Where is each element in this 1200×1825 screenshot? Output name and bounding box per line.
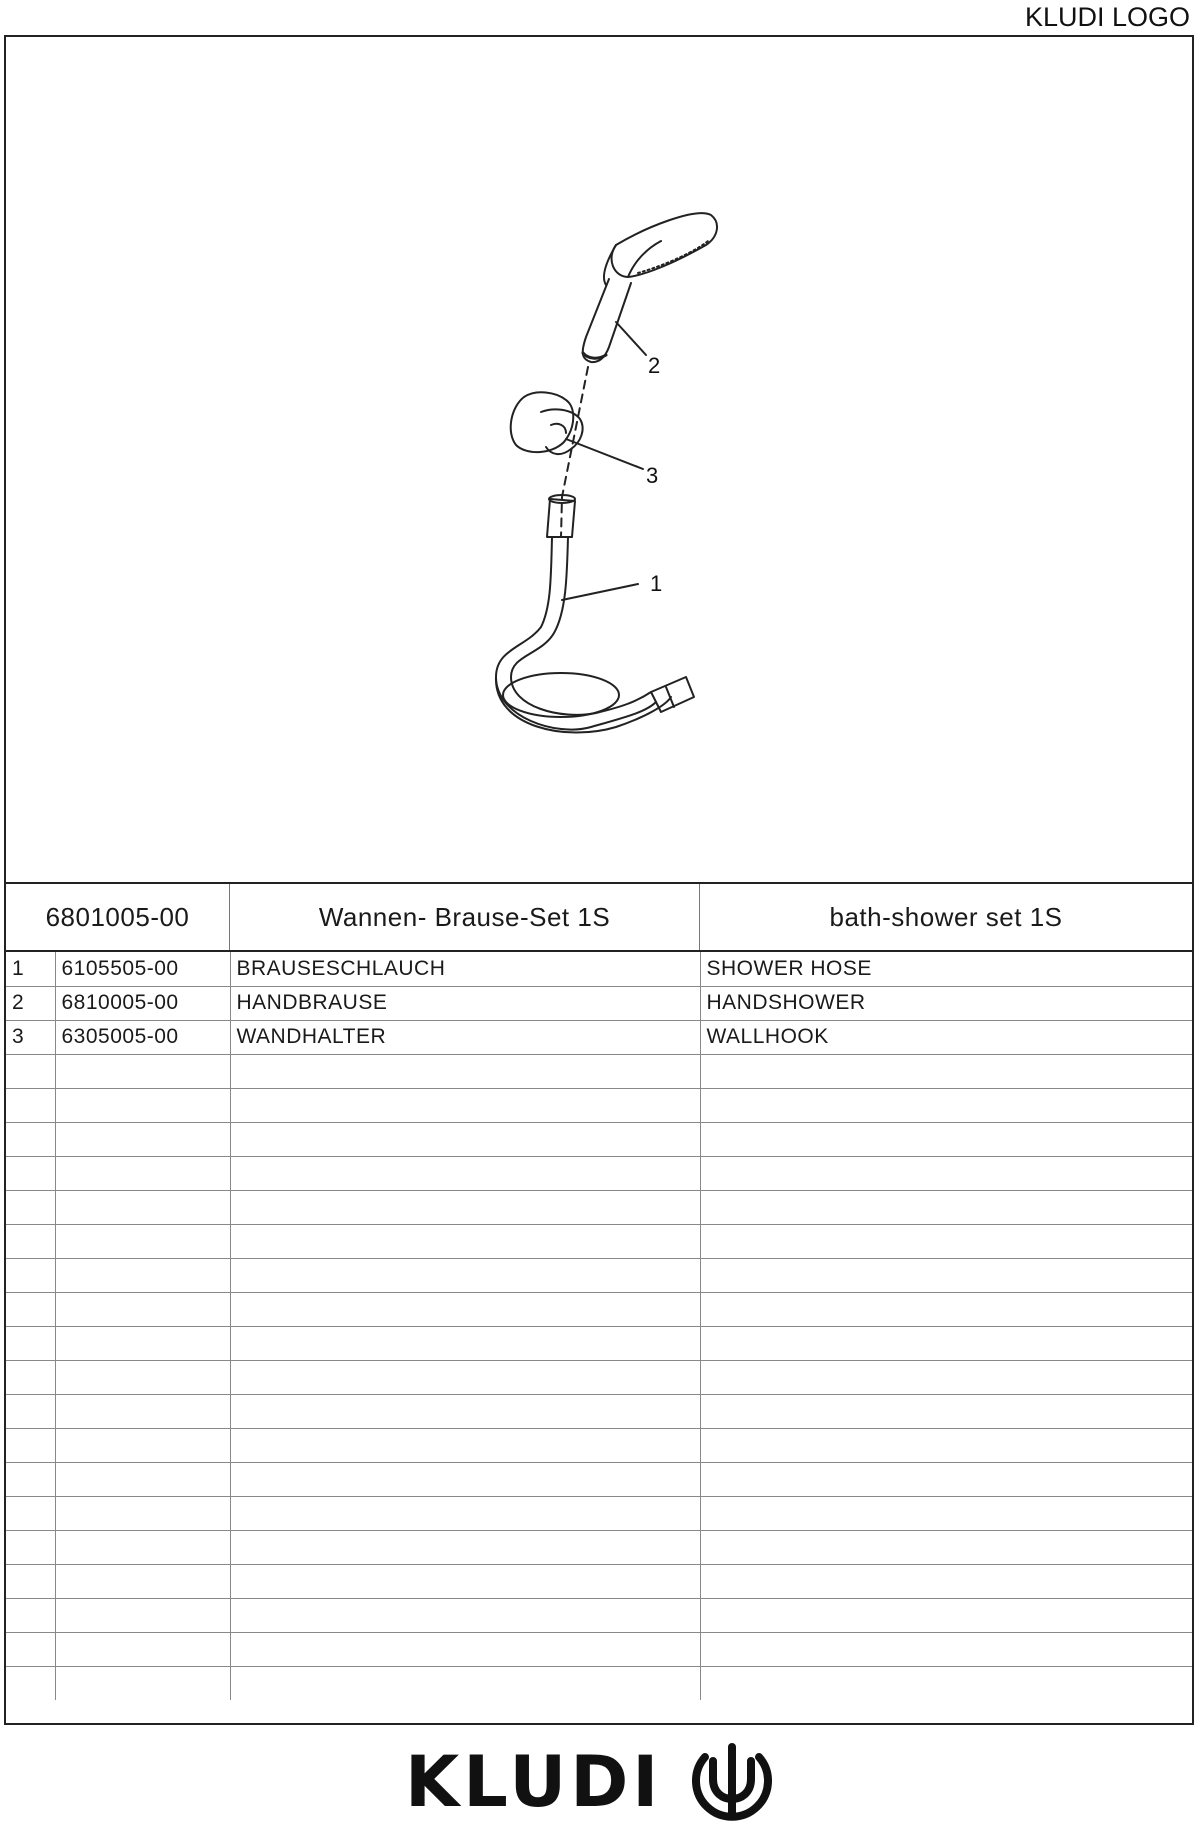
parts-list: [6, 952, 1192, 1700]
part-name-en: SHOWER HOSE: [700, 952, 1192, 986]
parts-table: [6, 952, 1192, 1700]
empty-cell: [700, 1564, 1192, 1598]
kludi-emblem-icon: [687, 1735, 777, 1825]
empty-cell: [230, 1632, 700, 1666]
empty-cell: [700, 1666, 1192, 1700]
empty-cell: [6, 1564, 55, 1598]
empty-cell: [55, 1632, 230, 1666]
empty-cell: [6, 1224, 55, 1258]
empty-cell: [230, 1496, 700, 1530]
empty-table-row: [6, 1360, 1192, 1394]
handshower-drawing: [583, 213, 717, 362]
empty-cell: [700, 1428, 1192, 1462]
empty-cell: [230, 1394, 700, 1428]
empty-cell: [700, 1088, 1192, 1122]
empty-cell: [700, 1530, 1192, 1564]
empty-cell: [230, 1462, 700, 1496]
empty-cell: [700, 1292, 1192, 1326]
table-row: [6, 986, 1192, 1020]
empty-cell: [700, 1632, 1192, 1666]
page-label: KLUDI LOGO: [1024, 2, 1190, 32]
empty-cell: [55, 1326, 230, 1360]
callout-3: 3: [646, 463, 659, 488]
part-article-number: 6105505-00: [55, 952, 230, 986]
empty-cell: [700, 1326, 1192, 1360]
empty-cell: [700, 1360, 1192, 1394]
empty-cell: [700, 1258, 1192, 1292]
empty-cell: [55, 1360, 230, 1394]
empty-cell: [6, 1666, 55, 1700]
empty-cell: [230, 1190, 700, 1224]
empty-cell: [55, 1598, 230, 1632]
empty-table-row: [6, 1122, 1192, 1156]
empty-cell: [55, 1394, 230, 1428]
empty-cell: [55, 1156, 230, 1190]
empty-cell: [230, 1088, 700, 1122]
empty-table-row: [6, 1530, 1192, 1564]
empty-cell: [55, 1088, 230, 1122]
empty-table-row: [6, 1428, 1192, 1462]
empty-cell: [230, 1258, 700, 1292]
part-article-number: 6305005-00: [55, 1020, 230, 1054]
empty-table-row: [6, 1156, 1192, 1190]
part-name-en: WALLHOOK: [700, 1020, 1192, 1054]
part-name-de: BRAUSESCHLAUCH: [230, 952, 700, 986]
empty-cell: [700, 1394, 1192, 1428]
table-row: [6, 952, 1192, 986]
empty-cell: [230, 1564, 700, 1598]
empty-cell: [55, 1122, 230, 1156]
empty-cell: [55, 1224, 230, 1258]
empty-table-row: [6, 1598, 1192, 1632]
set-name-de: Wannen- Brause-Set 1S: [230, 884, 700, 950]
empty-table-row: [6, 1462, 1192, 1496]
empty-table-row: [6, 1666, 1192, 1700]
part-name-de: WANDHALTER: [230, 1020, 700, 1054]
empty-cell: [55, 1428, 230, 1462]
empty-table-row: [6, 1190, 1192, 1224]
empty-cell: [55, 1564, 230, 1598]
brand-wordmark: KLUDI: [405, 1741, 663, 1823]
set-header-row: [6, 882, 1192, 952]
empty-table-row: [6, 1292, 1192, 1326]
set-number: 6801005-00: [6, 884, 230, 950]
empty-cell: [6, 1428, 55, 1462]
kludi-logo: [405, 1733, 805, 1823]
callout-2: 2: [648, 353, 661, 378]
exploded-view-drawing: [6, 37, 1192, 882]
empty-cell: [55, 1530, 230, 1564]
part-position: 3: [6, 1020, 55, 1054]
empty-cell: [700, 1054, 1192, 1088]
empty-table-row: [6, 1564, 1192, 1598]
callout-1: 1: [650, 571, 663, 596]
part-name-en: HANDSHOWER: [700, 986, 1192, 1020]
empty-cell: [230, 1292, 700, 1326]
drawing-sheet: [4, 35, 1194, 1725]
empty-cell: [55, 1462, 230, 1496]
empty-cell: [230, 1360, 700, 1394]
empty-cell: [6, 1530, 55, 1564]
empty-table-row: [6, 1054, 1192, 1088]
empty-cell: [6, 1632, 55, 1666]
empty-cell: [55, 1496, 230, 1530]
empty-cell: [230, 1224, 700, 1258]
wallhook-drawing: [511, 392, 583, 454]
empty-cell: [55, 1666, 230, 1700]
empty-cell: [700, 1462, 1192, 1496]
empty-cell: [6, 1122, 55, 1156]
empty-cell: [6, 1088, 55, 1122]
empty-cell: [6, 1598, 55, 1632]
empty-cell: [6, 1360, 55, 1394]
empty-cell: [6, 1496, 55, 1530]
empty-cell: [55, 1258, 230, 1292]
empty-table-row: [6, 1258, 1192, 1292]
empty-cell: [6, 1394, 55, 1428]
empty-cell: [230, 1598, 700, 1632]
empty-cell: [55, 1054, 230, 1088]
empty-table-row: [6, 1224, 1192, 1258]
empty-cell: [6, 1462, 55, 1496]
empty-cell: [700, 1224, 1192, 1258]
empty-cell: [230, 1122, 700, 1156]
empty-cell: [6, 1258, 55, 1292]
empty-cell: [55, 1190, 230, 1224]
part-name-de: HANDBRAUSE: [230, 986, 700, 1020]
part-article-number: 6810005-00: [55, 986, 230, 1020]
empty-table-row: [6, 1632, 1192, 1666]
empty-cell: [6, 1054, 55, 1088]
empty-cell: [230, 1054, 700, 1088]
empty-cell: [6, 1326, 55, 1360]
table-row: [6, 1020, 1192, 1054]
empty-cell: [230, 1666, 700, 1700]
empty-cell: [700, 1190, 1192, 1224]
empty-cell: [700, 1496, 1192, 1530]
empty-cell: [230, 1428, 700, 1462]
empty-cell: [700, 1156, 1192, 1190]
empty-cell: [700, 1598, 1192, 1632]
empty-cell: [6, 1156, 55, 1190]
empty-table-row: [6, 1326, 1192, 1360]
empty-cell: [6, 1190, 55, 1224]
part-position: 1: [6, 952, 55, 986]
empty-cell: [230, 1326, 700, 1360]
empty-cell: [230, 1156, 700, 1190]
empty-cell: [55, 1292, 230, 1326]
empty-cell: [230, 1530, 700, 1564]
set-name-en: bath-shower set 1S: [829, 901, 1063, 932]
empty-table-row: [6, 1496, 1192, 1530]
empty-table-row: [6, 1088, 1192, 1122]
empty-cell: [700, 1122, 1192, 1156]
empty-table-row: [6, 1394, 1192, 1428]
shower-set-illustration: [6, 37, 1192, 882]
part-position: 2: [6, 986, 55, 1020]
empty-cell: [6, 1292, 55, 1326]
shower-hose-drawing: [496, 495, 694, 733]
